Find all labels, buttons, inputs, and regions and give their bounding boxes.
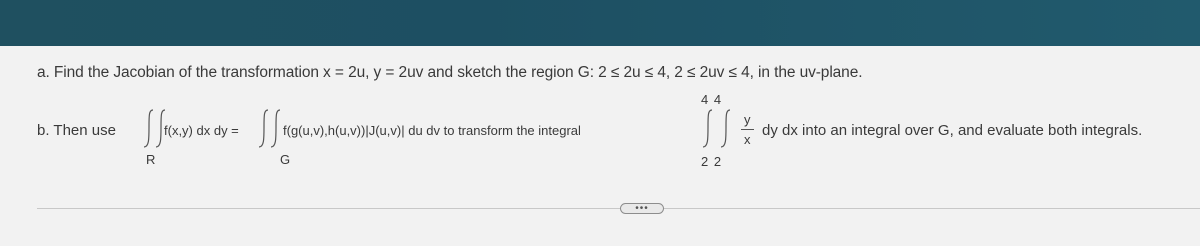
more-dots-icon: •••: [635, 202, 649, 214]
rhs-integrand: f(g(u,v),h(u,v))|J(u,v)| du dv to transform the integral: [283, 123, 581, 138]
top-banner: [0, 0, 1200, 46]
part-b-lead: b. Then use: [37, 122, 116, 139]
fraction-bar: [741, 129, 754, 130]
fraction-denominator: x: [744, 132, 751, 147]
lhs-integrand: f(x,y) dx dy =: [164, 123, 239, 138]
answer-divider: [37, 208, 1200, 209]
expand-more-button[interactable]: [620, 203, 664, 214]
region-g-label: G: [280, 152, 291, 167]
upper-limits: 4 4: [701, 92, 723, 107]
part-b-tail: dy dx into an integral over G, and evaluate both integrals.: [762, 122, 1143, 139]
lower-limits: 2 2: [701, 154, 723, 169]
definite-double-integral-symbol: [700, 107, 740, 151]
rhs-integrand-label: [283, 123, 581, 138]
fraction-numerator: y: [744, 112, 751, 127]
question-part-a: a. Find the Jacobian of the transformation x = 2u, y = 2uv and sketch the region G: 2 ≤ 2u ≤ 4, 2 ≤ 2uv ≤ 4, in the uv-plane.: [37, 64, 863, 81]
region-r-label: R: [146, 152, 156, 167]
